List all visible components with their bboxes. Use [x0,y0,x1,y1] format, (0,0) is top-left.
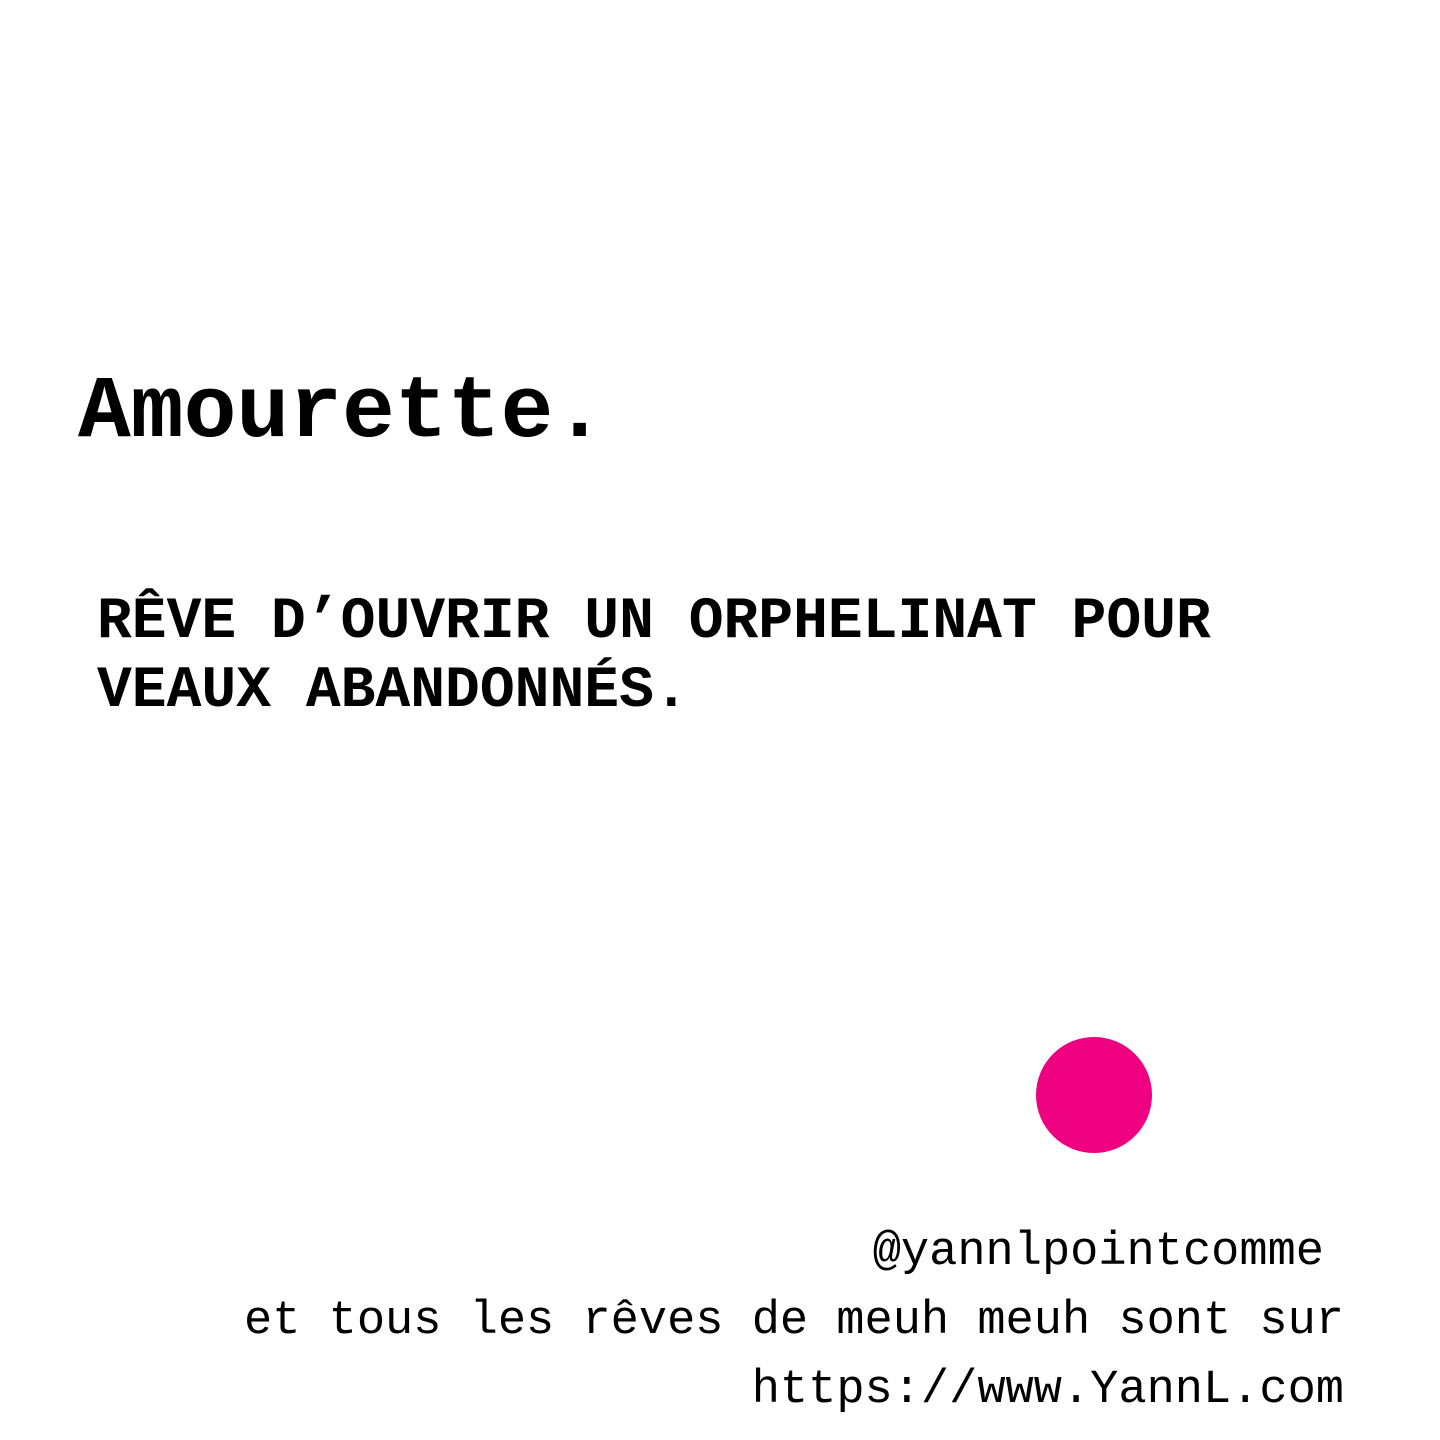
footer-text: et tous les rêves de meuh meuh sont sur [244,1295,1344,1348]
subtitle [97,588,1211,726]
subtitle-line-2: VEAUX ABANDONNÉS. [97,659,689,724]
social-handle: @yannlpointcomme [872,1226,1324,1279]
pink-dot [1036,1037,1152,1153]
subtitle-line-1: RÊVE D’OUVRIR UN ORPHELINAT POUR [97,590,1211,655]
footer [244,1218,1344,1425]
page-title: Amourette. [78,364,607,463]
website-url: https://www.YannL.com [751,1364,1344,1417]
